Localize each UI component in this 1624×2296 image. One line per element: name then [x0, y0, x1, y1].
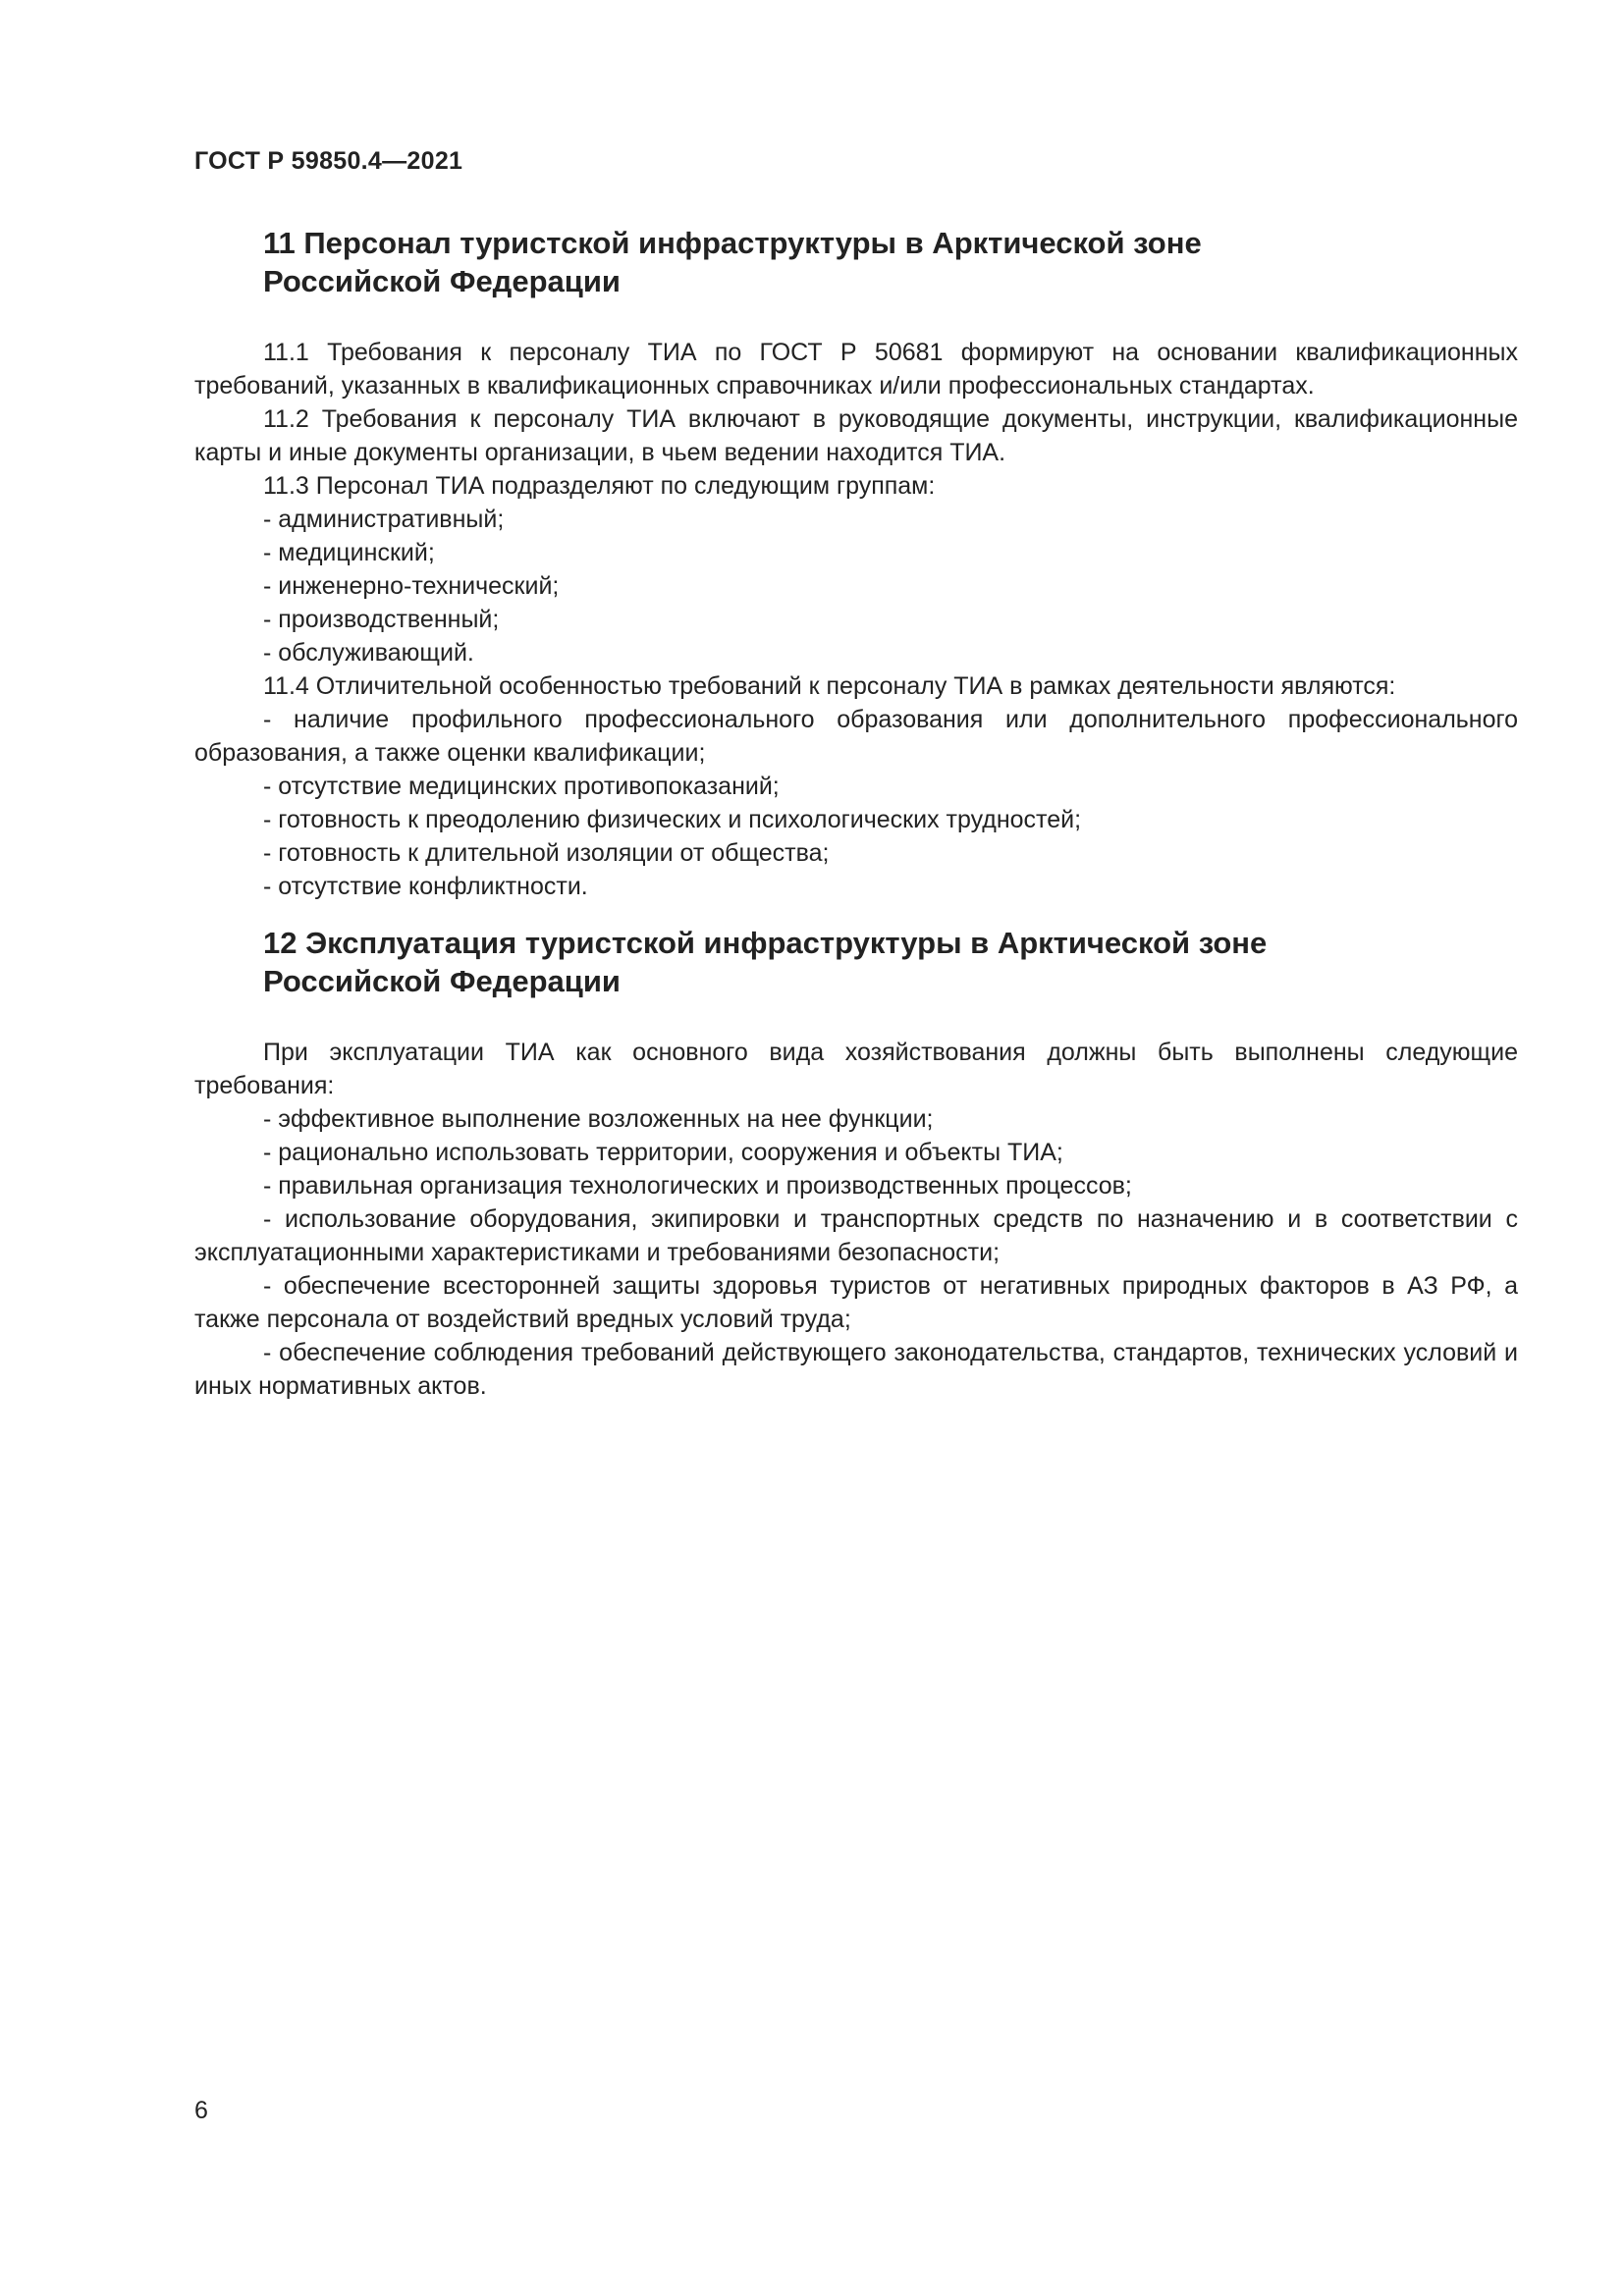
list-item: - производственный; [263, 606, 500, 633]
section-11 [194, 224, 1518, 903]
list-item: - обеспечение соблюдения требований действующего законодательства, стандартов, технических условий и иных нормативных актов. [194, 1339, 1518, 1400]
document-code: ГОСТ Р 59850.4—2021 [194, 147, 463, 175]
section-11-title-line2: Российской Федерации [263, 264, 621, 298]
list-item: - отсутствие конфликтности. [263, 873, 588, 900]
paragraph-11-4: 11.4 Отличительной особенностью требований к персоналу ТИА в рамках деятельности являются: [263, 672, 1396, 700]
section-11-title [263, 224, 1518, 300]
section-12-title-line1: 12 Эксплуатация туристской инфраструктуры в Арктической зоне [263, 926, 1268, 960]
list-item: - инженерно-технический; [263, 572, 560, 600]
page-number: 6 [194, 2097, 208, 2124]
list-item: - обеспечение всесторонней защиты здоровья туристов от негативных природных факторов в АЗ РФ, а также персонала от воздействий вредных условий труда; [194, 1272, 1518, 1333]
paragraph-12-intro: При эксплуатации ТИА как основного вида хозяйствования должны быть выполнены следующие требования: [194, 1039, 1518, 1099]
list-item: - наличие профильного профессионального образования или дополнительного профессионального образования, а также оценки квалификации; [194, 706, 1518, 767]
list-item: - медицинский; [263, 539, 435, 566]
section-12-title [263, 924, 1518, 1000]
paragraph-11-1: 11.1 Требования к персоналу ТИА по ГОСТ Р 50681 формируют на основании квалификационных требований, указанных в квалификационных справочниках и/или профессиональных стандартах. [194, 339, 1518, 400]
section-12-title-line2: Российской Федерации [263, 964, 621, 998]
paragraph-11-2: 11.2 Требования к персоналу ТИА включают в руководящие документы, инструкции, квалификационные карты и иные документы организации, в чьем ведении находится ТИА. [194, 405, 1518, 466]
section-12 [194, 924, 1518, 1403]
list-item: - административный; [263, 506, 505, 533]
list-item: - готовность к длительной изоляции от общества; [263, 839, 830, 867]
list-item: - эффективное выполнение возложенных на нее функции; [263, 1105, 934, 1133]
section-11-title-line1: 11 Персонал туристской инфраструктуры в Арктической зоне [263, 226, 1202, 260]
list-item: - обслуживающий. [263, 639, 474, 667]
list-item: - правильная организация технологических и производственных процессов; [263, 1172, 1132, 1200]
list-item: - готовность к преодолению физических и психологических трудностей; [263, 806, 1082, 833]
paragraph-11-3: 11.3 Персонал ТИА подразделяют по следующим группам: [263, 472, 936, 500]
list-item: - отсутствие медицинских противопоказаний; [263, 773, 780, 800]
list-item: - использование оборудования, экипировки и транспортных средств по назначению и в соответствии с эксплуатационными характеристиками и требованиями безопасности; [194, 1205, 1518, 1266]
list-item: - рационально использовать территории, сооружения и объекты ТИА; [263, 1139, 1063, 1166]
